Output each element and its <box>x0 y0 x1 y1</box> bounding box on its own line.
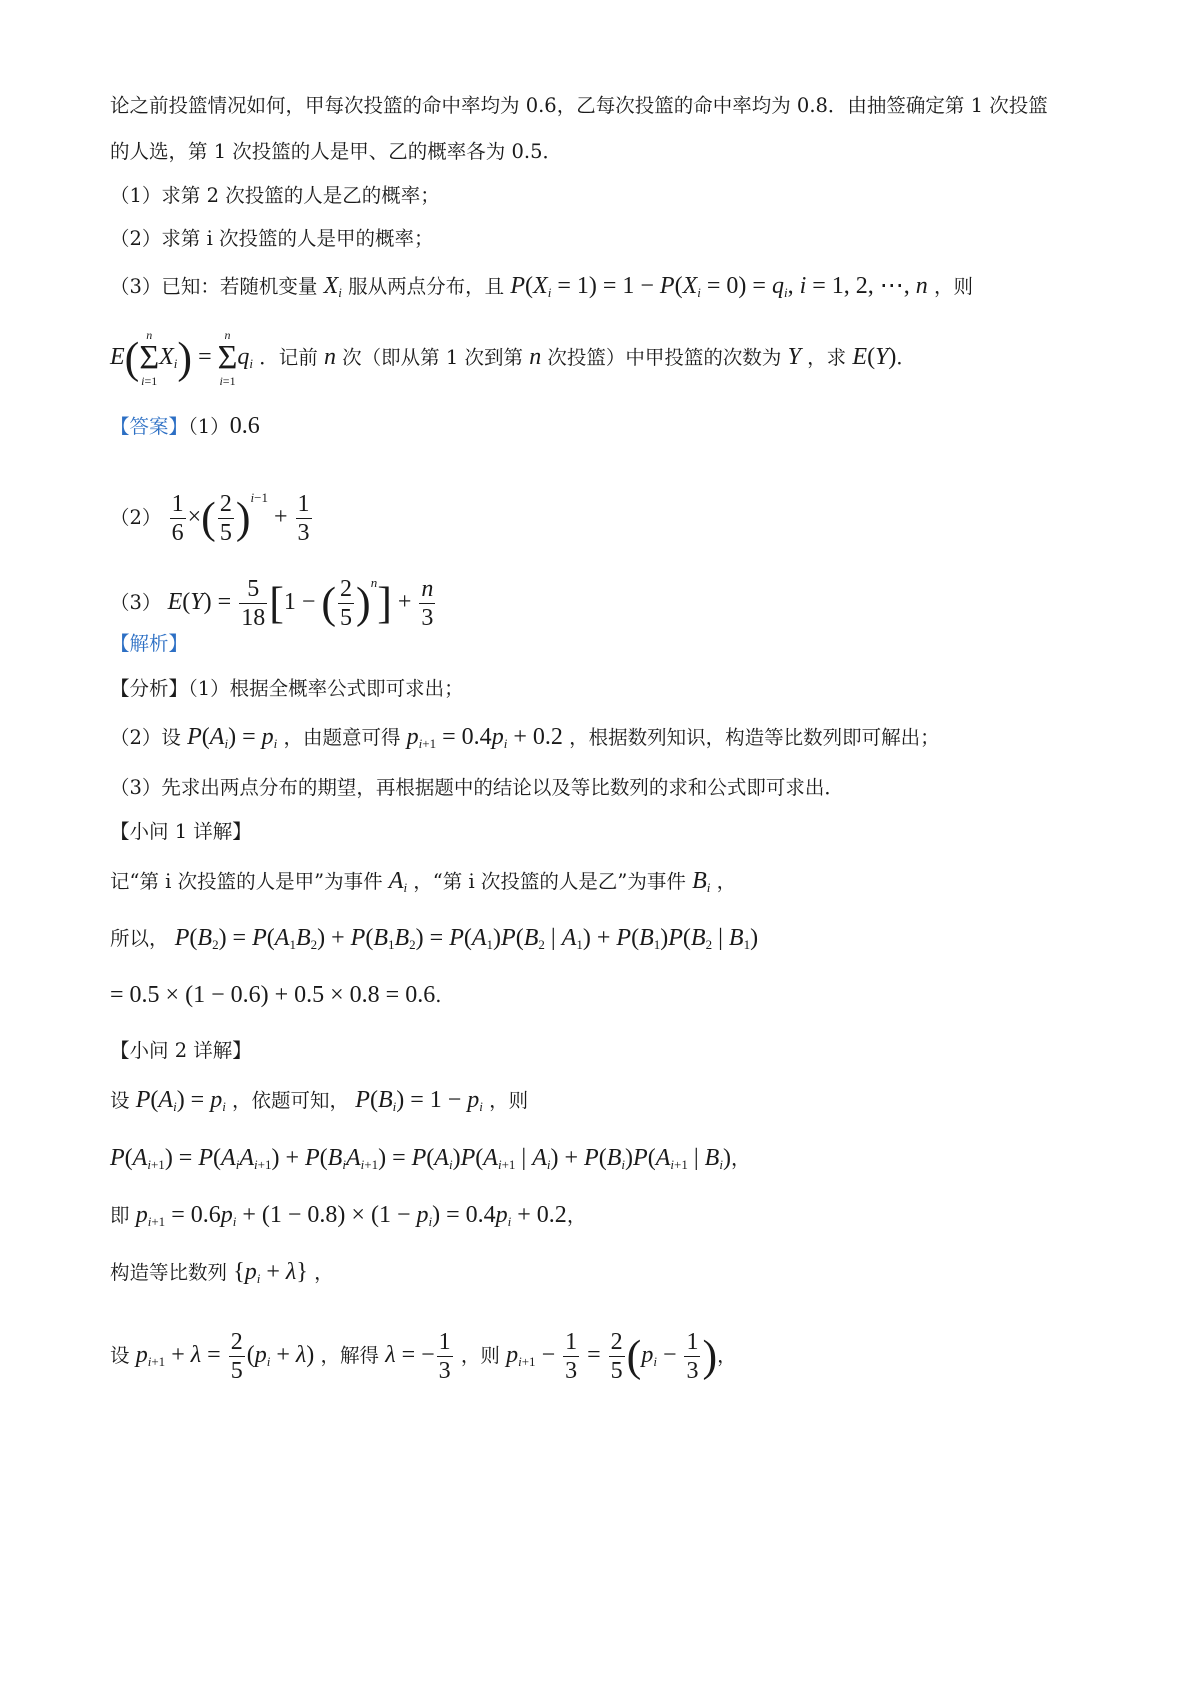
answer-3: （3） E(Y) = $\frac{5}{18}$ [1 − ( $\frac{2}{5}$ )$^n$] + $\frac{n}{3}$ <box>110 548 1160 618</box>
answer-label: 【答案】 <box>110 415 189 438</box>
detail-2-line-5: 设 $p_{i+1} + \lambda$ = $\frac{2}{5}$ $(p_i + \lambda)$ ，解得 λ = − $\frac{1}{3}$ ，则 $p_{i+1}$ − $\frac{1}{3}$ = $\frac{2}{5}$ ($p_i$ − $\frac{1}{3}$ )， <box>110 1328 737 1384</box>
math-answer-3: E(Y) = $\frac{5}{18}$ [1 − ( $\frac{2}{5}$ )$^n$] + $\frac{n}{3}$ <box>167 575 434 631</box>
detail-1-line-1: 记“第 i 次投篮的人是甲”为事件 $A_i$ ，“第 i 次投篮的人是乙”为事件 $B_i$ ， <box>110 868 737 895</box>
problem-intro-line-2: 的人选，第 1 次投篮的人是甲、乙的概率各为 0.5． <box>110 140 563 163</box>
analysis-heading-line: 【分析】（1）根据全概率公式即可求出； <box>110 677 464 700</box>
detail-2-line-1: 设 $P(A_i) = p_i$ ，依题可知， $P(B_i) = 1 - p_i$ ，则 <box>110 1087 529 1114</box>
problem-intro-line-1: 论之前投篮情况如何，甲每次投篮的命中率均为 0.6，乙每次投篮的命中率均为 0.8．由抽签确定第 1 次投篮 <box>110 94 1048 117</box>
analysis-2: （2）设 $P(A_i) = p_i$ ，由题意可得 $p_{i+1} = 0.4p_i + 0.2$ ，根据数列知识，构造等比数列即可解出； <box>110 724 940 751</box>
detail-2-line-3: 即 $p_{i+1} = 0.6p_i + (1 - 0.8) \times (1 - p_i) = 0.4p_i + 0.2$， <box>110 1202 587 1229</box>
analysis-3: （3）先求出两点分布的期望，再根据题中的结论以及等比数列的求和公式即可求出． <box>110 776 844 799</box>
analysis-label: 【解析】 <box>110 632 189 655</box>
math-total-probability: $P(B_2) = P(A_1B_2) + P(B_1B_2) = P(A_1)P(B_2$ | $A_1) + P(B_1)P(B_2$ | $B_1$) <box>174 925 759 952</box>
math-two-point-distribution: $P(X_i = 1) = 1 - P(X_i = 0) = q_i$, i = 1, 2, ⋯, n <box>510 273 928 300</box>
detail-1-title: 【小问 1 详解】 <box>110 820 252 843</box>
question-2: （2）求第 i 次投篮的人是甲的概率； <box>110 227 434 250</box>
math-xi: $X_i$ <box>323 273 342 300</box>
detail-2-title: 【小问 2 详解】 <box>110 1039 252 1062</box>
question-1: （1）求第 2 次投篮的人是乙的概率； <box>110 184 440 207</box>
math-answer-2: $\frac{1}{6}$ ×( $\frac{2}{5}$ )$^{i-1}$ + $\frac{1}{3}$ <box>171 490 310 546</box>
question-3-line-2: E( n Σ i=1 $X_i$) = n Σ i=1 $q_i$ ．记前 n 次（即从第 1 次到第 n 次投篮）中甲投篮的次数为 Y ，求 E(Y)． <box>110 328 916 389</box>
detail-1-line-3: = 0.5 × (1 − 0.6) + 0.5 × 0.8 = 0.6. <box>110 982 442 1008</box>
detail-2-line-4: 构造等比数列 $\{p_i + \lambda\}$ ， <box>110 1259 334 1286</box>
answer-2: （2） $\frac{1}{6}$ ×( $\frac{2}{5}$ )$^{i-1}$ + $\frac{1}{3}$ <box>110 468 1160 528</box>
detail-1-line-2: 所以， $P(B_2) = P(A_1B_2) + P(B_1B_2) = P(A_1)P(B_2$ | $A_1) + P(B_1)P(B_2$ | $B_1$) <box>110 925 759 952</box>
answer-1: 【答案】（1）0.6 <box>110 413 260 439</box>
math-expectation-sum: E( n Σ i=1 $X_i$) = n Σ i=1 $q_i$ <box>110 328 254 389</box>
detail-2-line-2: $P(A_{i+1}) = P(A_iA_{i+1}) + P(B_iA_{i+1}) = P(A_i)P(A_{i+1}$ | $A_i) + P(B_i)P(A_{i+1}$ | $B_i$)， <box>110 1145 751 1172</box>
question-3-line-1: （3）已知：若随机变量 $X_i$ 服从两点分布，且 $P(X_i = 1) = 1 - P(X_i = 0) = q_i$, i = 1, 2, ⋯, n ，则 <box>110 273 974 300</box>
